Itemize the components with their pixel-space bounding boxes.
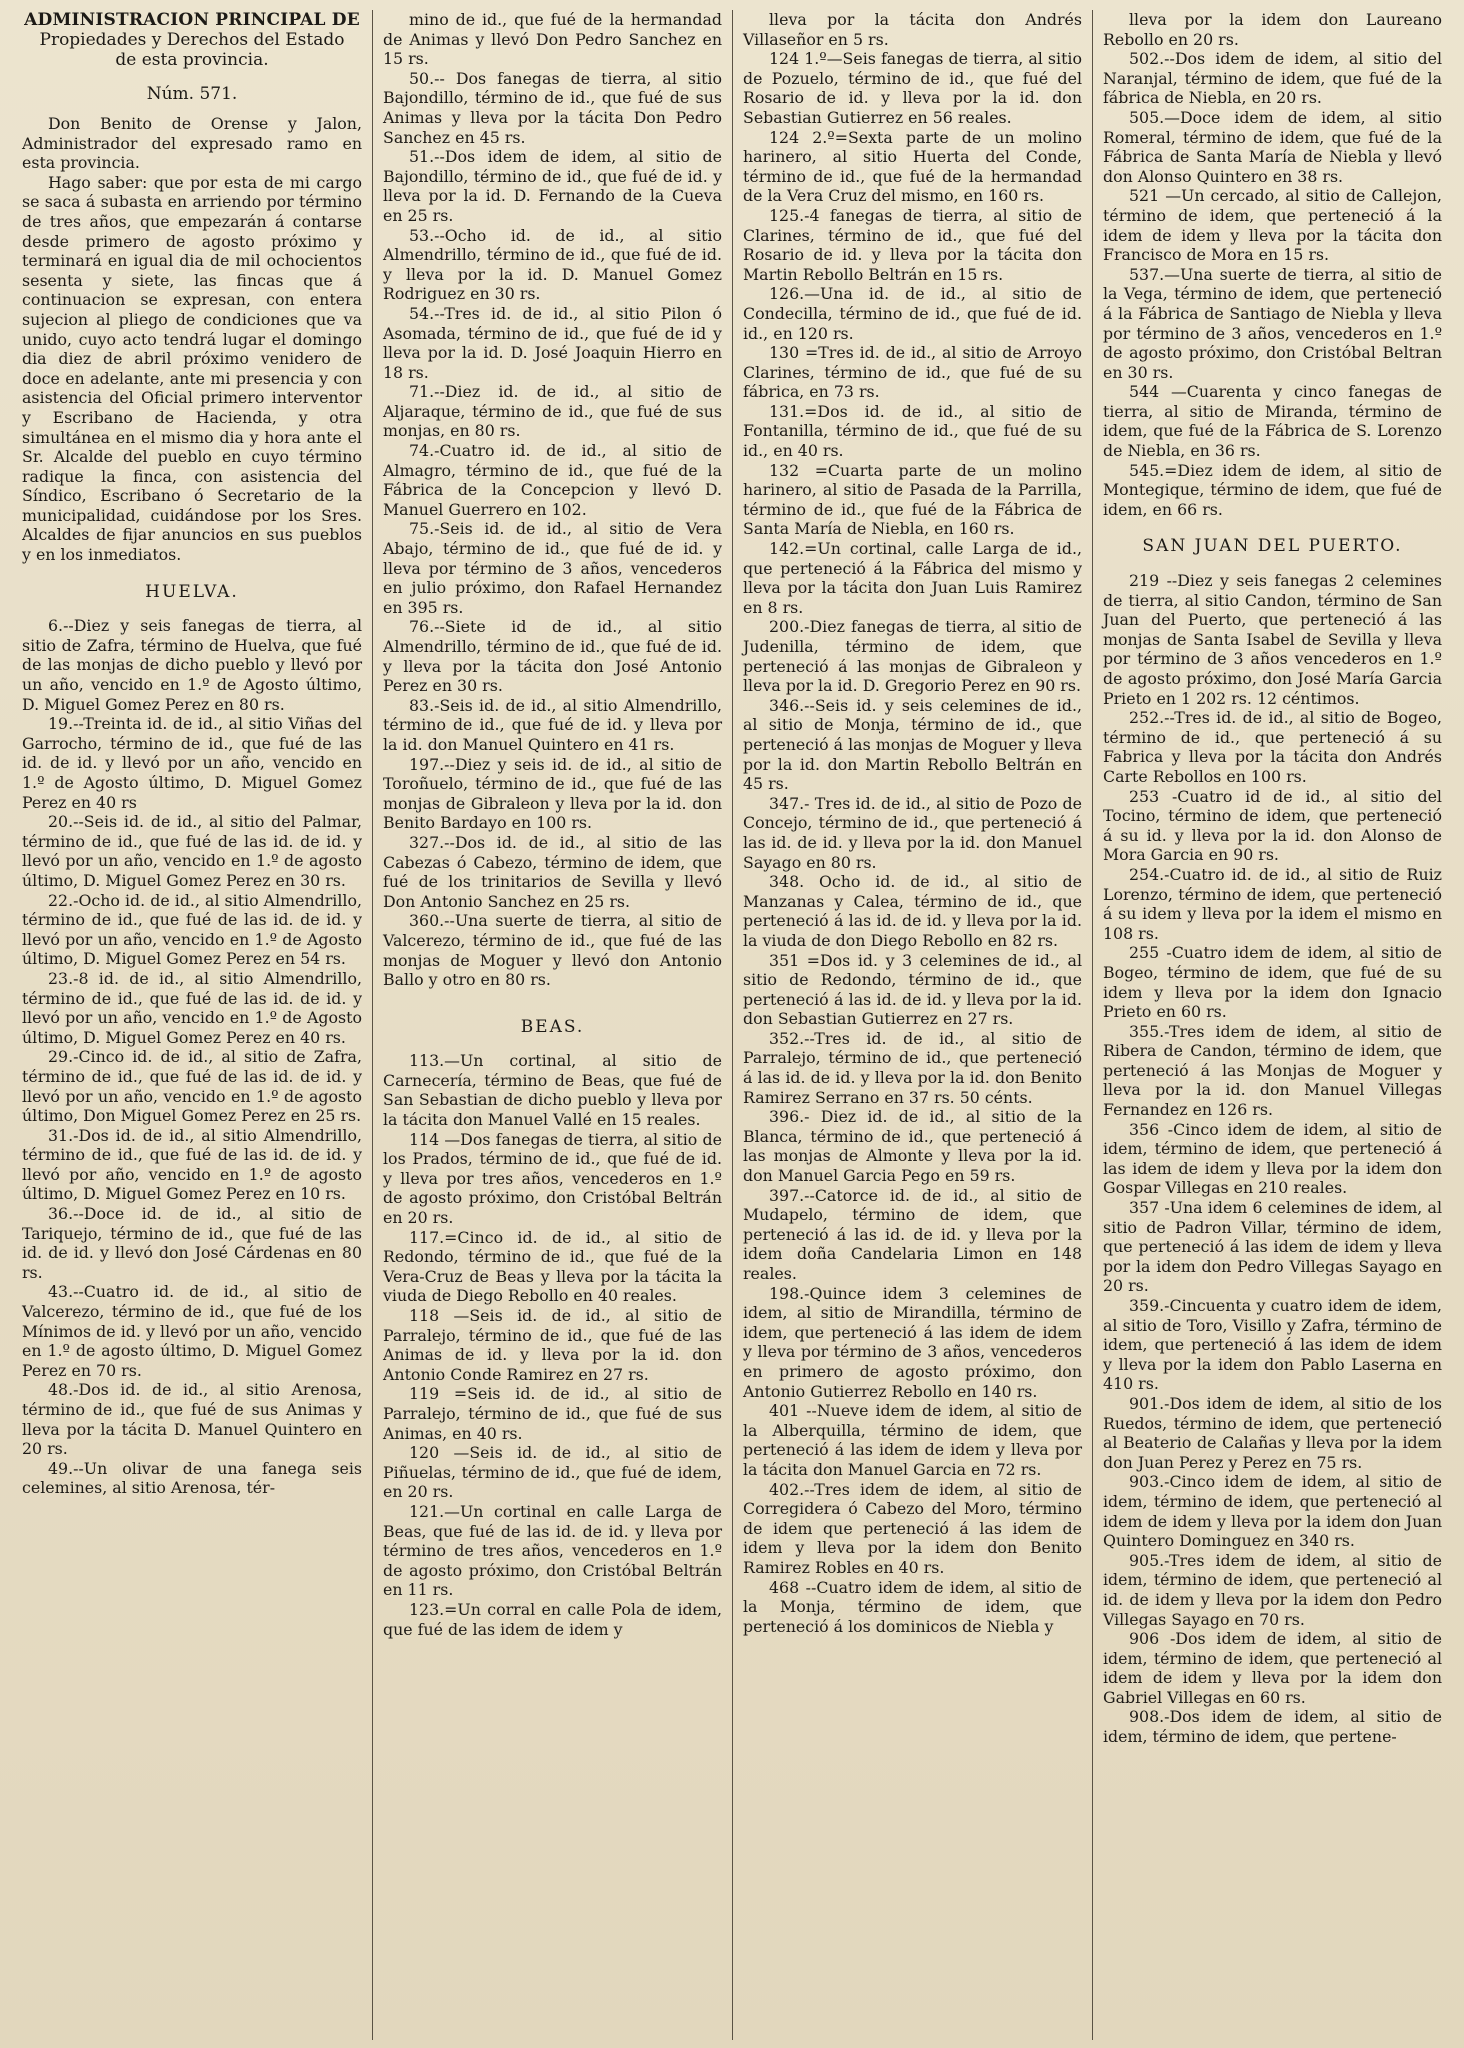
header-subtitle: Propiedades y Derechos del Estado [39, 30, 345, 50]
listing-entry: 200.-Diez fanegas de tierra, al sitio de Judenilla, término de idem, que perteneció á las monjas de Gibraleon y lleva por la id. D. Gregorio Perez en 90 rs. [743, 617, 1082, 696]
listing-entry: lleva por la tácita don Andrés Villaseñor en 5 rs. [743, 10, 1082, 49]
listing-entry: 76.--Siete id de id., al sitio Almendrillo, término de id., que fué de id. y lleva por la tácita don José Antonio Perez en 30 rs. [383, 617, 722, 696]
listing-entry: 402.--Tres idem de idem, al sitio de Corregidera ó Cabezo del Moro, término de idem que perteneció á las idem de idem y lleva por la idem don Benito Ramirez Robles en 40 rs. [743, 1479, 1082, 1577]
listing-entry: 132 =Cuarta parte de un molino harinero, al sitio de Pasada de la Parrilla, término de id., que fué de la Fábrica de Santa María de Niebla, en 160 rs. [743, 460, 1082, 539]
listing-entry: 197.--Diez y seis id. de id., al sitio de Toroñuelo, término de id., que fué de las monjas de Gibraleon y lleva por la id. don Benito Bardayo en 100 rs. [383, 754, 722, 833]
column-4 [1092, 10, 1452, 2040]
listing-entry: 123.=Un corral en calle Pola de idem, que fué de las idem de idem y [383, 1599, 722, 1639]
listing-entry: 118 —Seis id. de id., al sitio de Parralejo, término de id., que fué de las Animas de id. y lleva por la id. don Antonio Conde Ramirez en 27 rs. [383, 1306, 722, 1384]
listing-entry: 905.-Tres idem de idem, al sitio de idem, término de idem, que perteneció al id. de idem y lleva por la idem don Pedro Villegas Sayago en 70 rs. [1103, 1550, 1442, 1629]
listing-entry: 521 —Un cercado, al sitio de Callejon, término de idem, que perteneció á la idem de idem y lleva por la tácita don Francisco de Mora en 15 rs. [1103, 186, 1442, 265]
listing-entry: 347.- Tres id. de id., al sitio de Pozo de Concejo, término de id., que perteneció á las id. de id. y lleva por la id. don Manuel Sayago en 80 rs. [743, 793, 1082, 872]
section-heading-huelva: HUELVA. [145, 581, 239, 602]
listing-entry: 75.-Seis id. de id., al sitio de Vera Abajo, término de id., que fué de id. y lleva por término de 3 años, vencederos en julio próximo, don Rafael Hernandez en 395 rs. [383, 519, 722, 617]
listing-entry: 352.--Tres id. de id., al sitio de Parralejo, término de id., que perteneció á las id. de id. y lleva por la id. don Benito Ramirez Serrano en 37 rs. 50 cénts. [743, 1028, 1082, 1107]
listing-entry: 71.--Diez id. de id., al sitio de Aljaraque, término de id., que fué de sus monjas, en 80 rs. [383, 382, 722, 441]
listing-entry: 48.-Dos id. de id., al sitio Arenosa, término de id., que fué de sus Animas y lleva por la tácita D. Manuel Quintero en 20 rs. [22, 1380, 362, 1459]
listing-entry: 357 -Una idem 6 celemines de idem, al sitio de Padron Villar, término de idem, que perteneció á las idem de idem y lleva por la idem don Pedro Villegas Sayago en 20 rs. [1103, 1198, 1442, 1296]
listing-entry: 23.-8 id. de id., al sitio Almendrillo, término de id., que fué de las id. de id. y llevó por un año, vencido en 1.º de Agosto último, D. Miguel Gomez Perez en 40 rs. [22, 968, 362, 1047]
column-3 [732, 10, 1092, 2040]
listing-entry: 351 =Dos id. y 3 celemines de id., al sitio de Redondo, término de id., que perteneció á las id. de id. y lleva por la id. don Sebastian Gutierrez en 27 rs. [743, 950, 1082, 1029]
listing-entry: 359.-Cincuenta y cuatro idem de idem, al sitio de Toro, Visillo y Zafra, término de idem, que perteneció á las idem de idem y lleva por la idem don Pablo Laserna en 410 rs. [1103, 1296, 1442, 1394]
listing-entry: 360.--Una suerte de tierra, al sitio de Valcerezo, término de id., que fué de las monjas de Moguer y llevó don Antonio Ballo y otro en 80 rs. [383, 911, 722, 990]
listing-entry: 544 —Cuarenta y cinco fanegas de tierra, al sitio de Miranda, término de idem, que fué de la Fábrica de S. Lorenzo de Niebla, en 36 rs. [1103, 382, 1442, 461]
listing-entry: 113.—Un cortinal, al sitio de Carnecería, término de Beas, que fué de San Sebastian de dicho pueblo y lleva por la tácita don Manuel Vallé en 15 reales. [383, 1051, 722, 1130]
listing-entry: 906 -Dos idem de idem, al sitio de idem, término de idem, que perteneció al idem de idem y lleva por la idem don Gabriel Villegas en 60 rs. [1103, 1629, 1442, 1707]
listing-entry: 120 —Seis id. de id., al sitio de Piñuelas, término de id., que fué de idem, en 20 rs. [383, 1443, 722, 1502]
listing-entry: 51.--Dos idem de idem, al sitio de Bajondillo, término de id., que fué de id. y lleva por la id. D. Fernando de la Cueva en 25 rs. [383, 147, 722, 225]
listing-entry: 36.--Doce id. de id., al sitio de Tariquejo, término de id., que fué de las id. de id. y llevó don José Cárdenas en 80 rs. [22, 1204, 362, 1282]
listing-entry: 22.-Ocho id. de id., al sitio Almendrillo, término de id., que fué de las id. de id. y llevó por un año, vencido en 1.º de Agosto último, D. Miguel Gomez Perez en 54 rs. [22, 890, 362, 969]
listing-entry: 254.-Cuatro id. de id., al sitio de Ruiz Lorenzo, término de idem, que perteneció á su idem y lleva por la idem el mismo en 108 rs. [1103, 864, 1442, 943]
listing-entry: 356 -Cinco idem de idem, al sitio de idem, término de idem, que perteneció á las idem de idem y lleva por la idem don Gospar Villegas en 210 reales. [1103, 1119, 1442, 1198]
section-heading-beas: BEAS. [520, 1016, 585, 1037]
listing-entry: 537.—Una suerte de tierra, al sitio de la Vega, término de idem, que perteneció á la Fábrica de Santiago de Niebla y lleva por término de 3 años, vencederos en 1.º de agosto próximo, don Cristóbal Beltran en 30 rs. [1103, 264, 1442, 382]
listing-entry: 125.-4 fanegas de tierra, al sitio de Clarines, término de id., que fué del Rosario de id. y lleva por la tácita don Martin Rebollo Beltrán en 15 rs. [743, 205, 1082, 284]
listing-entry: 468 --Cuatro idem de idem, al sitio de la Monja, término de idem, que perteneció á los dominicos de Niebla y [743, 1577, 1082, 1636]
listing-entry: 396.- Diez id. de id., al sitio de la Blanca, término de id., que perteneció á las monjas de Almonte y lleva por la id. don Manuel Garcia Pego en 59 rs. [743, 1107, 1082, 1186]
listing-entry: 54.--Tres id. de id., al sitio Pilon ó Asomada, término de id., que fué de id y lleva por la id. D. José Joaquin Hierro en 18 rs. [383, 303, 722, 382]
intro-paragraph: Don Benito de Orense y Jalon, Administrador del expresado ramo en esta provincia. [22, 114, 362, 173]
listing-entry: mino de id., que fué de la hermandad de Animas y llevó Don Pedro Sanchez en 15 rs. [383, 10, 722, 69]
listing-entry: 142.=Un cortinal, calle Larga de id., que perteneció á la Fábrica del mismo y lleva por la tácita don Juan Luis Ramirez en 8 rs. [743, 539, 1082, 617]
listing-entry: 124 1.º—Seis fanegas de tierra, al sitio de Pozuelo, término de id., que fué del Rosario de id. y lleva por la id. don Sebastian Gutierrez en 56 reales. [743, 49, 1082, 127]
listing-entry: 903.-Cinco idem de idem, al sitio de idem, término de idem, que perteneció al idem de idem y lleva por la idem don Juan Quintero Dominguez en 340 rs. [1103, 1472, 1442, 1551]
column-2 [372, 10, 732, 2040]
notice-header [22, 10, 362, 104]
listing-entry: 253 -Cuatro id de id., al sitio del Tocino, término de idem, que perteneció á su id. y lleva por la id. don Alonso de Mora Garcia en 90 rs. [1103, 786, 1442, 865]
listing-entry: 49.--Un olivar de una fanega seis celemines, al sitio Arenosa, tér- [22, 1458, 362, 1498]
listing-entry: 19.--Treinta id. de id., al sitio Viñas del Garrocho, término de id., que fué de las id. de id. y llevó por un año, vencido en 1.º de Agosto último, D. Miguel Gomez Perez en 40 rs [22, 714, 362, 812]
notice-number: Núm. 571. [146, 84, 238, 104]
listing-entry: 346.--Seis id. y seis celemines de id., al sitio de Monja, término de id., que perteneció á las monjas de Moguer y lleva por la id. don Martin Rebollo Beltrán en 45 rs. [743, 695, 1082, 794]
listing-entry: 117.=Cinco id. de id., al sitio de Redondo, término de id., que fué de la Vera-Cruz de Beas y lleva por la tácita la viuda de Diego Rebollo en 40 reales. [383, 1227, 722, 1306]
listing-entry: 502.--Dos idem de idem, al sitio del Naranjal, término de idem, que fué de la fábrica de Niebla, en 20 rs. [1103, 49, 1442, 108]
listing-entry: 126.—Una id. de id., al sitio de Condecilla, término de id., que fué de id. id., en 120 rs. [743, 284, 1082, 343]
listing-entry: 252.--Tres id. de id., al sitio de Bogeo, término de id., que perteneció á su Fabrica y lleva por la tácita don Andrés Carte Rebollos en 100 rs. [1103, 708, 1442, 786]
listing-entry: 505.—Doce idem de idem, al sitio Romeral, término de idem, que fué de la Fábrica de Santa María de Niebla y llevó don Alonso Quintero en 38 rs. [1103, 107, 1442, 186]
listing-entry: 53.--Ocho id. de id., al sitio Almendrillo, término de id., que fué de id. y lleva por la id. D. Manuel Gomez Rodriguez en 30 rs. [383, 225, 722, 304]
header-subtitle-2: de esta provincia. [115, 50, 269, 70]
listing-entry: lleva por la idem don Laureano Rebollo en 20 rs. [1103, 10, 1442, 49]
listing-entry: 401 --Nueve idem de idem, al sitio de la Alberquilla, término de idem, que perteneció á las idem de idem y lleva por la tácita don Manuel Garcia en 72 rs. [743, 1401, 1082, 1479]
listing-entry: 83.-Seis id. de id., al sitio Almendrillo, término de id., que fué de id. y lleva por la id. don Manuel Quintero en 41 rs. [383, 695, 722, 754]
listing-entry: 130 =Tres id. de id., al sitio de Arroyo Clarines, término de id., que fué de su fábrica, en 73 rs. [743, 343, 1082, 402]
listing-entry: 219 --Diez y seis fanegas 2 celemines de tierra, al sitio Candon, término de San Juan del Puerto, que perteneció á las monjas de Santa Isabel de Sevilla y lleva por término de 3 años vencederos en 1.º de agosto próximo, don José María Garcia Prieto en 1 202 rs. 12 céntimos. [1103, 571, 1442, 708]
listing-entry: 119 =Seis id. de id., al sitio de Parralejo, término de id., que fué de sus Animas, en 40 rs. [383, 1384, 722, 1443]
listing-entry: 6.--Diez y seis fanegas de tierra, al sitio de Zafra, término de Huelva, que fué de las monjas de dicho pueblo y llevó por un año, vencido en 1.º de Agosto último, D. Miguel Gomez Perez en 80 rs. [22, 616, 362, 714]
listing-entry: 901.-Dos idem de idem, al sitio de los Ruedos, término de idem, que perteneció al Beaterio de Calañas y lleva por la idem don Juan Perez y Perez en 75 rs. [1103, 1393, 1442, 1472]
listing-entry: 545.=Diez idem de idem, al sitio de Montegique, término de idem, que fué de idem, en 66 rs. [1103, 460, 1442, 519]
intro-paragraph: Hago saber: que por esta de mi cargo se saca á subasta en arriendo por término de tres años, que empezarán á contarse desde primero de agosto próximo y terminará en igual dia de mil ochocientos sesenta y siete, las fincas que á continuacion se expresan, con entera sujecion al pliego de condiciones que va unido, cuyo acto tendrá lugar el domingo dia diez de abril próximo venidero de doce en adelante, ante mi presencia y con asistencia del Oficial primero interventor y Escribano de Hacienda, y otra simultánea en el mismo dia y hora ante el Sr. Alcalde del pueblo en cuyo término radique la finca, con asistencia del Síndico, Escribano ó Secretario de la municipalidad, cuidándose por los Sres. Alcaldes de fijar anuncios en sus pueblos y en los inmediatos. [22, 172, 362, 565]
listing-entry: 348. Ocho id. de id., al sitio de Manzanas y Calea, término de id., que perteneció á las id. de id. y lleva por la id. la viuda de don Diego Rebollo en 82 rs. [743, 872, 1082, 950]
listing-entry: 121.—Un cortinal en calle Larga de Beas, que fué de las id. de id. y lleva por término de tres años, vencederos en 1.º de agosto próximo, don Cristóbal Beltrán en 11 rs. [383, 1501, 722, 1600]
listing-entry: 43.--Cuatro id. de id., al sitio de Valcerezo, término de id., que fué de los Mínimos de id. y llevó por un año, vencido en 1.º de agosto último, D. Miguel Gomez Perez en 70 rs. [22, 1282, 362, 1380]
section-heading-san-juan: SAN JUAN DEL PUERTO. [1142, 536, 1403, 557]
listing-entry: 31.-Dos id. de id., al sitio Almendrillo, término de id., que fué de las id. de id. y llevó por año, vencido en 1.º de agosto último, D. Miguel Gomez Perez en 10 rs. [22, 1125, 362, 1204]
listing-entry: 29.-Cinco id. de id., al sitio de Zafra, término de id., que fué de las id. de id. y llevó por un año, vencido en 1.º de agosto último, Don Miguel Gomez Perez en 25 rs. [22, 1047, 362, 1126]
listing-entry: 397.--Catorce id. de id., al sitio de Mudapelo, término de idem, que perteneció á las id. de id. y lleva por la idem doña Candelaria Limon en 148 reales. [743, 1185, 1082, 1283]
header-title: ADMINISTRACION PRINCIPAL DE [24, 10, 360, 30]
listing-entry: 74.-Cuatro id. de id., al sitio de Almagro, término de id., que fué de la Fábrica de la Concepcion y llevó D. Manuel Guerrero en 102. [383, 441, 722, 519]
listing-entry: 198.-Quince idem 3 celemines de idem, al sitio de Mirandilla, término de idem, que perteneció á las idem de idem y lleva por término de 3 años, vencederos en primero de agosto próximo, don Antonio Gutierrez Rebollo en 140 rs. [743, 1283, 1082, 1401]
columns [12, 10, 1452, 2040]
listing-entry: 355.-Tres idem de idem, al sitio de Ribera de Candon, término de idem, que perteneció á las Monjas de Moguer y lleva por la id. don Manuel Villegas Fernandez en 126 rs. [1103, 1021, 1442, 1120]
listing-entry: 114 —Dos fanegas de tierra, al sitio de los Prados, término de id., que fué de id. y lleva por tres años, vencederos en 1.º de agosto próximo, don Cristóbal Beltrán en 20 rs. [383, 1129, 722, 1228]
listing-entry: 327.--Dos id. de id., al sitio de las Cabezas ó Cabezo, término de idem, que fué de los trinitarios de Sevilla y llevó Don Antonio Sanchez en 25 rs. [383, 832, 722, 911]
listing-entry: 131.=Dos id. de id., al sitio de Fontanilla, término de id., que fué de su id., en 40 rs. [743, 401, 1082, 461]
listing-entry: 908.-Dos idem de idem, al sitio de idem, término de idem, que pertene- [1103, 1707, 1442, 1747]
listing-entry: 124 2.º=Sexta parte de un molino harinero, al sitio Huerta del Conde, término de id., que fué de la hermandad de la Vera Cruz del mismo, en 160 rs. [743, 127, 1082, 206]
listing-entry: 255 -Cuatro idem de idem, al sitio de Bogeo, término de idem, que fué de su idem y lleva por la idem don Ignacio Prieto en 60 rs. [1103, 943, 1442, 1022]
listing-entry: 20.--Seis id. de id., al sitio del Palmar, término de id., que fué de las id. de id. y llevó por un año, vencido en 1.º de agosto último, D. Miguel Gomez Perez en 30 rs. [22, 812, 362, 890]
listing-entry: 50.-- Dos fanegas de tierra, al sitio Bajondillo, término de id., que fué de sus Animas y lleva por la tácita Don Pedro Sanchez en 45 rs. [383, 68, 722, 147]
column-1 [12, 10, 372, 2040]
